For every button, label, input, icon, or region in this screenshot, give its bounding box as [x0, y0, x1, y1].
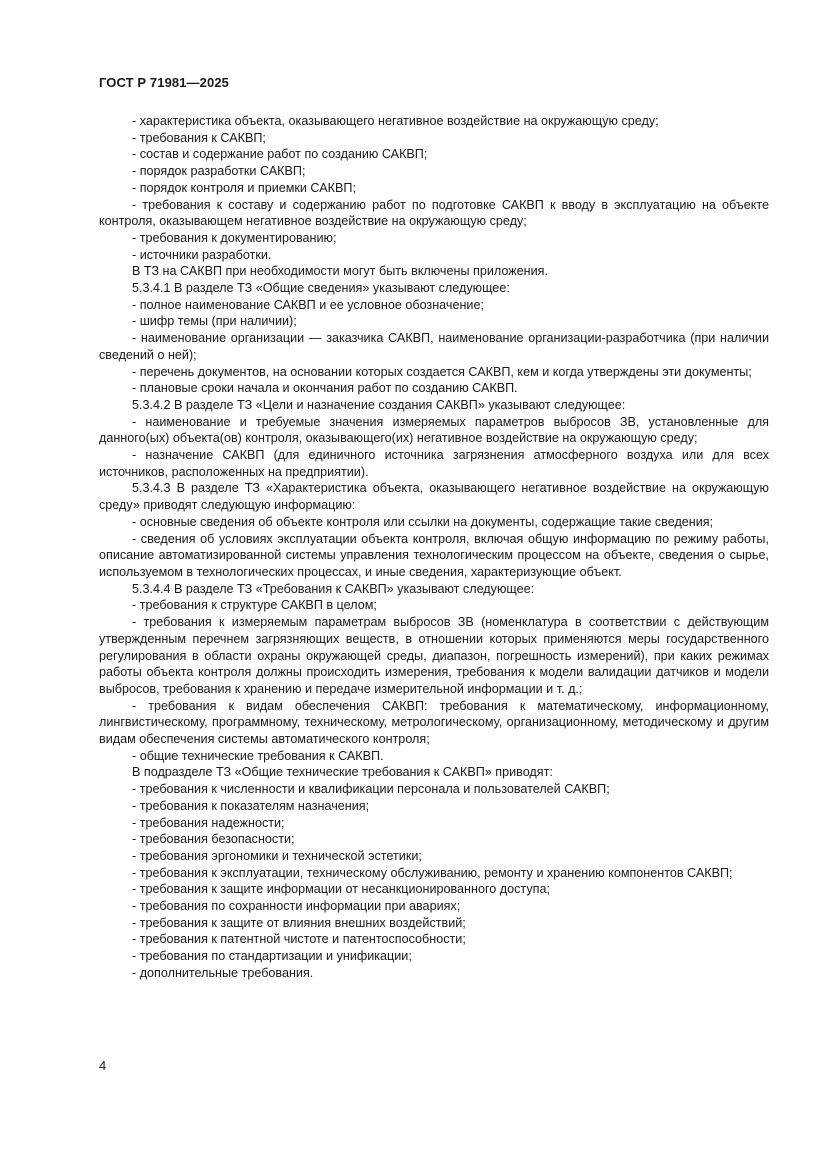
paragraph: - требования к документированию; — [132, 230, 337, 245]
paragraph: - состав и содержание работ по созданию САКВП; — [132, 147, 428, 162]
paragraph: - требования к измеряемым параметрам выбросов ЗВ (номенклатура в соответствии с действующим утвержденным перечнем загрязняющих веществ, в отношении которых применяются меры государственного регулирования в области охраны окружающей среды, диапазон, погрешность измерений), при каких режимах работы объекта контроля должны происходить измерения, требования к модели валидации датчиков и модели выбросов, требования к хранению и передаче измерительной информации и т. д.; — [99, 615, 769, 696]
paragraph: - характеристика объекта, оказывающего негативное воздействие на окружающую среду; — [132, 114, 659, 128]
paragraph: - назначение САКВП (для единичного источника загрязнения атмосферного воздуха или для всех источников, расположенных на предприятии). — [99, 448, 769, 479]
section-heading: 5.3.4.2 В разделе ТЗ «Цели и назначение создания САКВП» указывают следующее: — [132, 397, 626, 412]
section-heading: 5.3.4.3 В разделе ТЗ «Характеристика объекта, оказывающего негативное воздействие на окружающую среду» приводят следующую информацию: — [99, 481, 769, 513]
paragraph: В подразделе ТЗ «Общие технические требования к САКВП» приводят: — [132, 765, 553, 780]
paragraph: - требования надежности; — [132, 815, 285, 830]
paragraph: - плановые сроки начала и окончания работ по созданию САКВП. — [132, 381, 518, 396]
document-body — [99, 113, 769, 982]
paragraph: - порядок контроля и приемки САКВП; — [132, 180, 356, 195]
paragraph: - наименование организации — заказчика САКВП, наименование организации-разработчика (при наличии сведений о ней); — [99, 331, 769, 362]
paragraph: - дополнительные требования. — [132, 965, 314, 980]
paragraph: - требования к защите информации от несанкционированного доступа; — [132, 882, 550, 897]
paragraph: - общие технические требования к САКВП. — [132, 748, 384, 763]
paragraph: - требования по стандартизации и унификации; — [132, 949, 412, 964]
paragraph: - шифр темы (при наличии); — [132, 314, 297, 329]
paragraph: - требования к видам обеспечения САКВП: требования к математическому, информационному, лингвистическому, программному, техническому, метрологическому, организационному, методическому и другим видам обеспечения системы автоматического контроля; — [99, 698, 769, 747]
paragraph: - требования к эксплуатации, техническому обслуживанию, ремонту и хранению компонентов САКВП; — [132, 865, 733, 880]
paragraph: - перечень документов, на основании которых создается САКВП, кем и когда утверждены эти документы; — [132, 364, 752, 379]
section-heading: 5.3.4.4 В разделе ТЗ «Требования к САКВП» указывают следующее: — [132, 581, 535, 596]
paragraph: - основные сведения об объекте контроля или ссылки на документы, содержащие такие сведения; — [132, 514, 714, 529]
paragraph: - порядок разработки САКВП; — [132, 164, 306, 179]
paragraph: - наименование и требуемые значения измеряемых параметров выбросов ЗВ, установленные для данного(ых) объекта(ов) контроля, оказывающего(их) негативное воздействие на окружающую среду; — [99, 414, 769, 446]
document-header — [99, 75, 229, 90]
paragraph: - требования к защите от влияния внешних воздействий; — [132, 915, 466, 930]
standard-title: ГОСТ Р 71981—2025 — [99, 75, 229, 90]
paragraph: - требования к численности и квалификации персонала и пользователей САКВП; — [132, 782, 610, 797]
paragraph: - требования к патентной чистоте и патентоспособности; — [132, 932, 466, 947]
paragraph: - требования эргономики и технической эстетики; — [132, 848, 422, 863]
paragraph: - требования безопасности; — [132, 832, 295, 847]
paragraph: - требования к структуре САКВП в целом; — [132, 598, 377, 613]
paragraph: - полное наименование САКВП и ее условное обозначение; — [132, 297, 484, 312]
paragraph: - требования по сохранности информации при авариях; — [132, 899, 461, 914]
paragraph: - источники разработки. — [132, 247, 272, 262]
paragraph: В ТЗ на САКВП при необходимости могут быть включены приложения. — [132, 264, 548, 279]
paragraph: - требования к показателям назначения; — [132, 798, 370, 813]
paragraph: - требования к САКВП; — [132, 130, 266, 145]
section-heading: 5.3.4.1 В разделе ТЗ «Общие сведения» указывают следующее: — [132, 281, 510, 296]
paragraph: - сведения об условиях эксплуатации объекта контроля, включая общую информацию по режиму работы, описание автоматизированной системы управления технологическим процессом на объекте, сведения о сырье, используемом в технологических процессах, и иные сведения, характеризующие объект. — [99, 531, 769, 579]
paragraph: - требования к составу и содержанию работ по подготовке САКВП к вводу в эксплуатацию на объекте контроля, оказывающем негативное воздействие на окружающую среду; — [99, 197, 769, 229]
page-number: 4 — [99, 1058, 107, 1073]
